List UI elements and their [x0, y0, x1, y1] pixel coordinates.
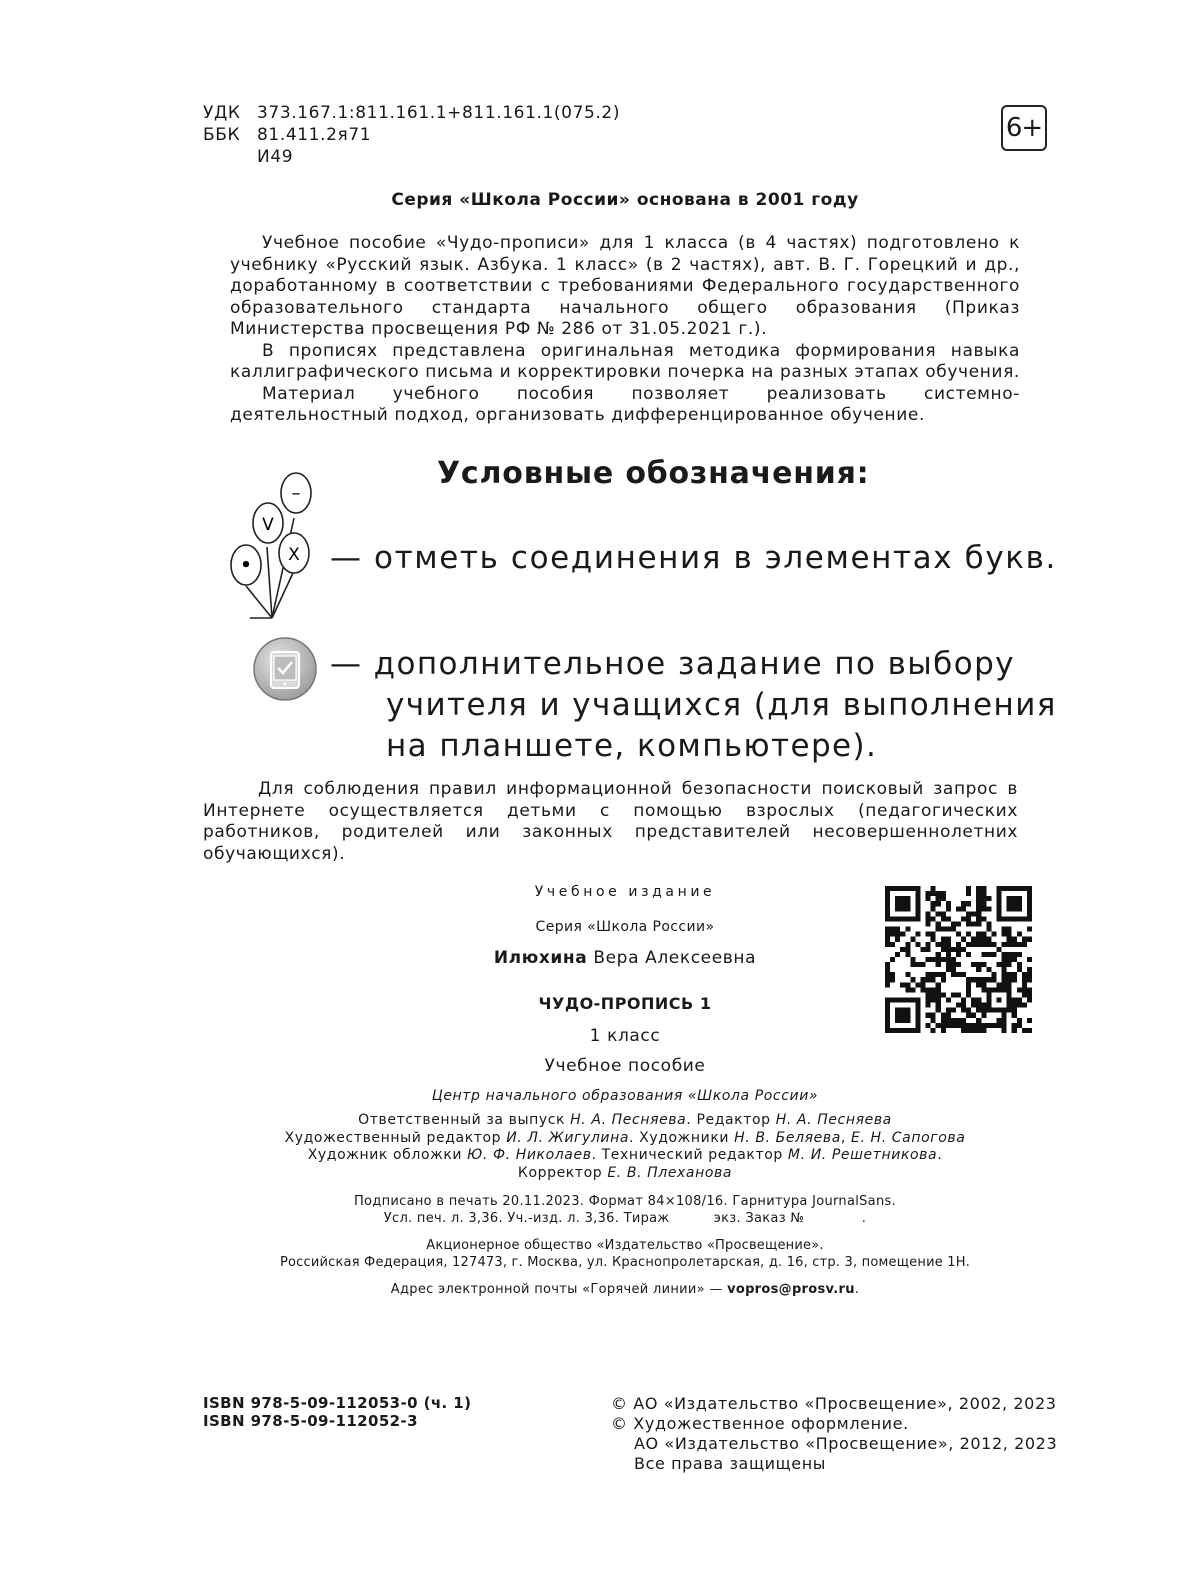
hotline-suffix: . [854, 1282, 860, 1297]
publisher-line: Российская Федерация, 127473, г. Москва, ул. Краснопролетарская, д. 16, стр. 3, помещение 1Н. [279, 1255, 971, 1270]
copyright-line: © Художественное оформление. [611, 1414, 909, 1433]
intro-text [230, 233, 1020, 427]
legend-line: учителя и учащихся (для выполнения [386, 687, 1057, 723]
copyright-block [611, 1394, 1057, 1474]
classification-block [203, 102, 620, 168]
author-mark: И49 [257, 147, 294, 167]
author-surname: Илюхина [493, 948, 588, 968]
credits-line [200, 1130, 1050, 1148]
isbn-line: ISBN 978-5-09-112052-3 [203, 1412, 418, 1430]
credits-line [200, 1165, 1050, 1183]
qr-code [885, 886, 1032, 1033]
tablet-icon [252, 636, 318, 702]
imprint-series: Серия «Школа России» [535, 919, 715, 935]
credit-role: Корректор [517, 1164, 608, 1181]
credit-person: Н. В. Беляева [734, 1129, 841, 1146]
isbn-block [203, 1394, 471, 1430]
print-info-line: Усл. печ. л. 3,36. Уч.-изд. л. 3,36. Тираж экз. Заказ № . [383, 1211, 867, 1226]
udk-value: 373.167.1:811.161.1+811.161.1(075.2) [257, 103, 621, 123]
age-rating-badge: 6+ [1001, 105, 1047, 151]
credit-person: Н. А. Песняева [570, 1112, 687, 1128]
credit-role: Ответственный за выпуск [358, 1112, 571, 1128]
intro-paragraph: Учебное пособие «Чудо-прописи» для 1 класса (в 4 частях) подготовлено к учебнику «Русский язык. Азбука. 1 класс» (в 2 частях), авт. В. Г. Горецкий и др., доработанному в соответствии с требованиями Федерального государственного образовательного стандарта начального общего образования (Приказ Министерства просвещения РФ № 286 от 31.05.2021 г.). [230, 233, 1020, 339]
credit-role: , [840, 1129, 852, 1146]
author-line [425, 948, 825, 968]
print-info-line: Подписано в печать 20.11.2023. Формат 84×108/16. Гарнитура JournalSans. [353, 1194, 896, 1209]
grade: 1 класс [589, 1026, 661, 1046]
balloon-mark: • [240, 555, 252, 576]
credit-role: . Технический редактор [591, 1147, 788, 1163]
bbk-value: 81.411.2я71 [257, 125, 372, 145]
credit-person: М. И. Решетникова [787, 1147, 938, 1163]
publisher-line: Акционерное общество «Издательство «Просвещение». [426, 1238, 824, 1253]
series-heading: Серия «Школа России» основана в 2001 году [391, 190, 859, 210]
book-title: ЧУДО-ПРОПИСЬ 1 [538, 994, 712, 1013]
balloon-mark: V [262, 515, 274, 535]
credit-role: Художественный редактор [284, 1129, 507, 1146]
hotline-email: vopros@prosv.ru [727, 1282, 855, 1297]
legend-line: — дополнительное задание по выбору [330, 646, 1015, 682]
credit-person: Е. В. Плеханова [607, 1164, 733, 1181]
credit-role: . [937, 1147, 943, 1163]
credit-role: . Художники [629, 1129, 735, 1146]
credits-line [200, 1147, 1050, 1165]
udk-label: УДК [203, 103, 241, 123]
credit-role: . Редактор [686, 1112, 776, 1128]
edition-type: Учебное издание [534, 884, 716, 900]
intro-paragraph: Материал учебного пособия позволяет реализовать системно-деятельностный подход, организовать дифференцированное обучение. [230, 383, 1020, 425]
legend-title: Условные обозначения: [437, 456, 870, 491]
safety-note: Для соблюдения правил информационной безопасности поисковый запрос в Интернете осуществляется детьми с помощью взрослых (педагогических работников, родителей или законных представителей несовершеннолетних обучающихся). [203, 779, 1018, 864]
book-type: Учебное пособие [544, 1056, 706, 1076]
intro-paragraph: В прописях представлена оригинальная методика формирования навыка каллиграфического письма и корректировки почерка на разных этапах обучения. [230, 340, 1020, 382]
author-name: Вера Алексеевна [593, 948, 757, 968]
balloons-icon [222, 468, 322, 628]
copyright-line: АО «Издательство «Просвещение», 2012, 2023 [634, 1434, 1058, 1453]
bbk-label: ББК [203, 125, 241, 145]
legend-item-connections: — отметь соединения в элементах букв. [330, 540, 1057, 576]
legend-item-extra-task [330, 644, 1057, 767]
credit-person: И. Л. Жигулина [506, 1129, 630, 1146]
copyright-line: © АО «Издательство «Просвещение», 2002, 2023 [611, 1394, 1057, 1413]
center-line: Центр начального образования «Школа России» [431, 1088, 819, 1104]
credit-person: Н. А. Песняева [775, 1112, 892, 1128]
copyright-line: Все права защищены [634, 1454, 827, 1473]
credits-line [200, 1112, 1050, 1130]
credits-block [200, 1112, 1050, 1182]
balloon-mark: – [291, 483, 301, 504]
credit-person: Е. Н. Сапогова [851, 1129, 966, 1146]
credit-role: Художник обложки [307, 1147, 468, 1163]
balloon-mark: X [288, 545, 300, 565]
legend-line: на планшете, компьютере). [386, 728, 878, 764]
isbn-line: ISBN 978-5-09-112053-0 (ч. 1) [203, 1394, 472, 1412]
credit-person: Ю. Ф. Николаев [467, 1147, 592, 1163]
hotline-line [200, 1282, 1050, 1297]
hotline-prefix: Адрес электронной почты «Горячей линии» — [390, 1282, 728, 1297]
